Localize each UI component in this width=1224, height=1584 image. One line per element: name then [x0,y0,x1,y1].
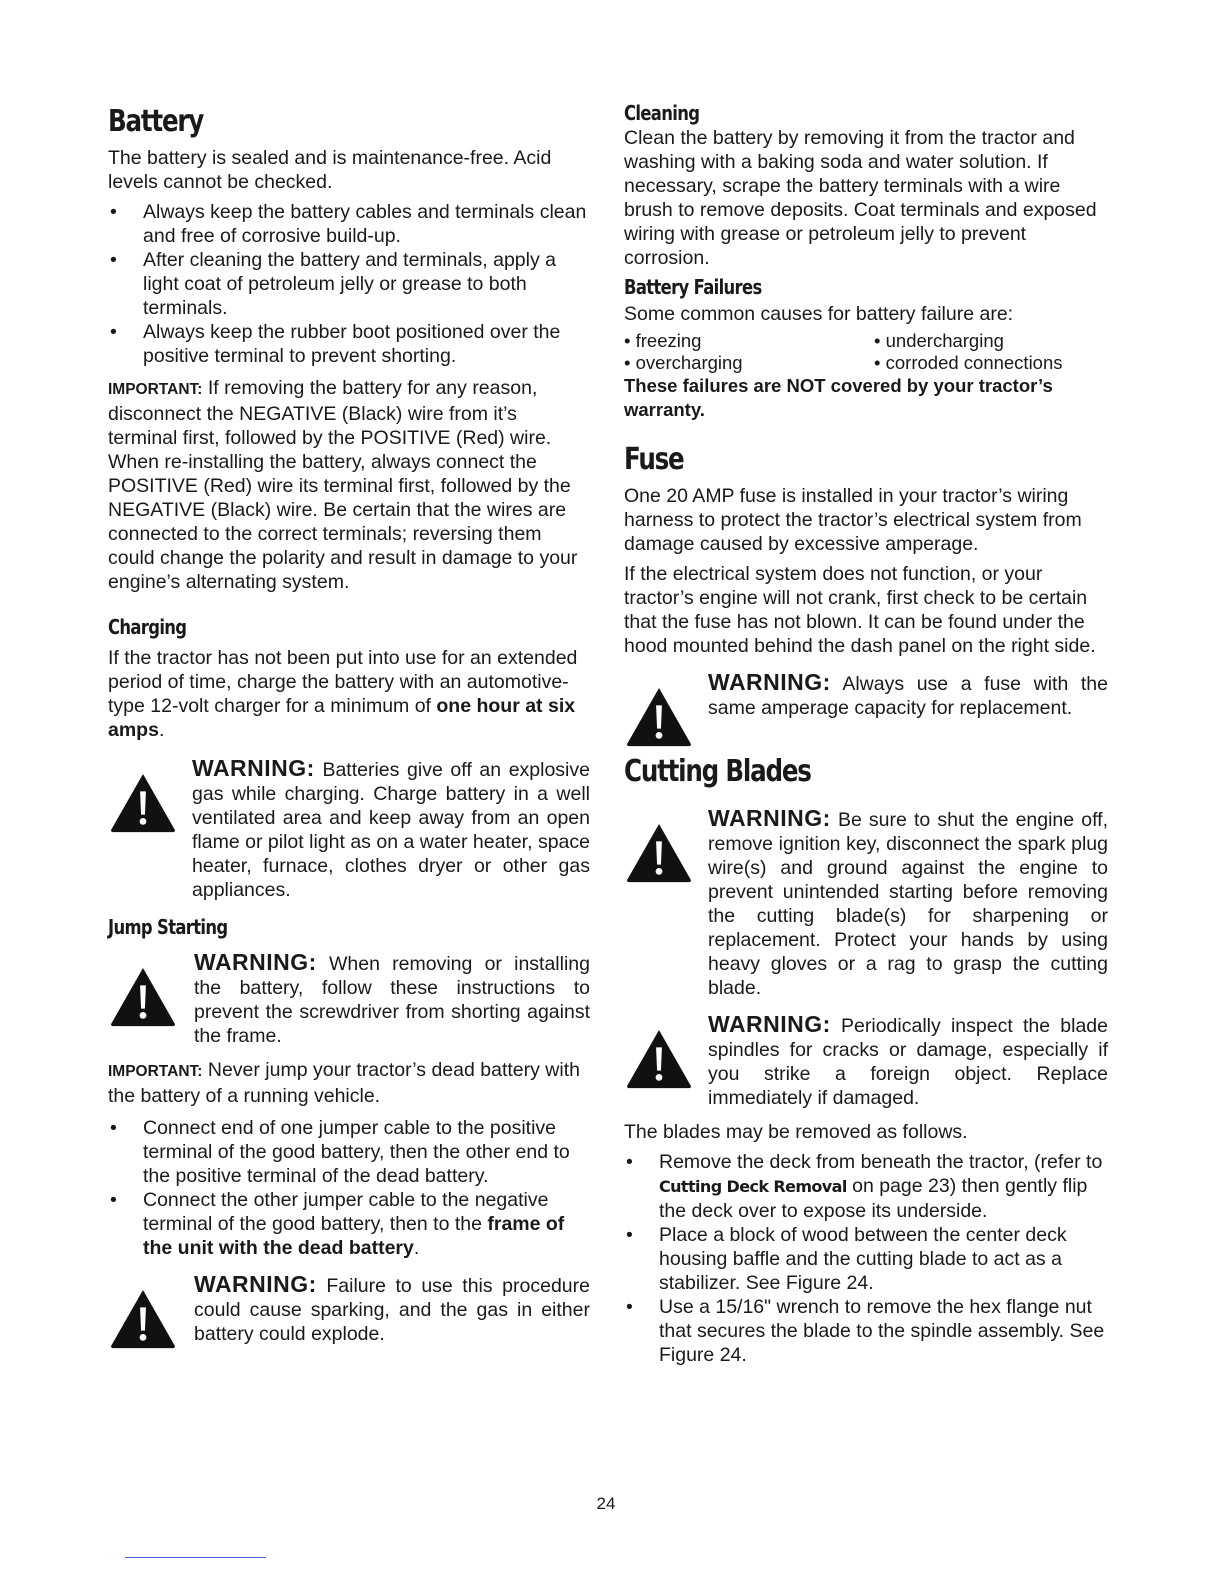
jump-warning-1: WARNING: When removing or installing the battery, follow these instructions to prevent the screwdriver from shorting against the frame. [108,950,590,1048]
warning-triangle-icon [624,686,694,748]
cutting-blades-warning-2: WARNING: Periodically inspect the blade spindles for cracks or damage, especially if you strike a foreign object. Replace immediately if damaged. [624,1012,1108,1110]
list-item: • overcharging [624,352,743,373]
cutting-blades-warning-1: WARNING: Be sure to shut the engine off, remove ignition key, disconnect the spark plug wire(s) and ground against the engine to prevent unintended starting before removing the cutting blade(s) for sharpening or replacement. Protect your hands by using heavy gloves or a rag to grasp the cutting blade. [624,806,1108,1000]
list-item: • Use a 15/16" wrench to remove the hex flange nut that secures the blade to the spindle assembly. See Figure 24. [626,1296,1105,1366]
charging-heading: Charging [108,615,187,639]
page-number: 24 [596,1494,616,1513]
list-item: • Connect the other jumper cable to the negative terminal of the good battery, then to the frame of the unit with the dead battery. [110,1189,565,1259]
jump-important: IMPORTANT: Never jump your tractor’s dead battery with the battery of a running vehicle. [108,1059,580,1107]
fuse-para-2: If the electrical system does not function, or your tractor’s engine will not crank, first check to be certain that the fuse has not blown. It can be found under the hood mounted behind the dash panel on the right side. [624,563,1096,657]
battery-intro: The battery is sealed and is maintenance-free. Acid levels cannot be checked. [108,147,552,193]
warning-triangle-icon [624,1028,694,1090]
list-item: • Connect end of one jumper cable to the positive terminal of the good battery, then the other end to the positive terminal of the dead battery. [110,1117,570,1187]
battery-important: IMPORTANT: If removing the battery for any reason, disconnect the NEGATIVE (Black) wire from it’s terminal first, followed by the POSITIVE (Red) wire. When re-installing the battery, always connect the POSITIVE (Red) wire its terminal first, followed by the NEGATIVE (Black) wire. Be certain that the wires are connected to the correct terminals; reversing them could change the polarity and result in damage to your engine’s alternating system. [108,377,578,593]
jump-bullets [108,1116,590,1260]
list-item: • Remove the deck from beneath the tractor, (refer to Cutting Deck Removal on page 23) then gently flip the deck over to expose its underside. [626,1151,1103,1222]
battery-failures-note: These failures are NOT covered by your tractor’s warranty. [624,375,1053,420]
warning-triangle-icon [108,772,178,834]
warning-triangle-icon [108,966,178,1028]
footer-rule [125,1557,266,1558]
jump-starting-heading: Jump Starting [108,915,228,939]
battery-failures-heading: Battery Failures [624,275,762,299]
left-column [108,96,590,1346]
battery-heading: Battery [108,104,204,139]
list-item: • Always keep the rubber boot positioned over the positive terminal to prevent shorting. [110,321,561,367]
fuse-para-1: One 20 AMP fuse is installed in your tractor’s wiring harness to protect the tractor’s electrical system from damage caused by excessive amperage. [624,485,1082,555]
cleaning-text: Clean the battery by removing it from the tractor and washing with a baking soda and water solution. If necessary, scrape the battery terminals with a wire brush to remove deposits. Coat terminals and exposed wiring with grease or petroleum jelly to prevent corrosion. [624,127,1097,269]
cleaning-heading: Cleaning [624,101,700,125]
fuse-warning: WARNING: Always use a fuse with the same amperage capacity for replacement. [624,670,1108,720]
list-item: • Always keep the battery cables and terminals clean and free of corrosive build-up. [110,201,587,247]
cutting-blades-intro: The blades may be removed as follows. [624,1121,968,1143]
list-item: • freezing [624,330,702,351]
list-item: • undercharging [874,330,1004,351]
battery-failure-causes [624,330,1108,374]
charging-text: If the tractor has not been put into use for an extended period of time, charge the battery with an automotive-type 12-volt charger for a minimum of one hour at six amps. [108,647,578,741]
cross-reference: Cutting Deck Removal [659,1177,847,1196]
warning-triangle-icon [624,822,694,884]
list-item: • After cleaning the battery and terminals, apply a light coat of petroleum jelly or grease to both terminals. [110,249,556,319]
list-item: • corroded connections [874,352,1063,373]
battery-failures-intro: Some common causes for battery failure are: [624,303,1014,325]
battery-bullets [108,200,590,368]
jump-warning-2: WARNING: Failure to use this procedure could cause sparking, and the gas in either battery could explode. [108,1272,590,1346]
warning-triangle-icon [108,1288,178,1350]
cutting-blades-heading: Cutting Blades [624,754,811,789]
cutting-blades-bullets [624,1150,1108,1367]
list-item: • Place a block of wood between the center deck housing baffle and the cutting blade to act as a stabilizer. See Figure 24. [626,1224,1067,1294]
charging-warning: WARNING: Batteries give off an explosive gas while charging. Charge battery in a well ventilated area and keep away from an open flame or pilot light as on a water heater, space heater, furnace, clothes dryer or other gas appliances. [108,756,590,902]
fuse-heading: Fuse [624,442,684,477]
right-column [624,96,1108,1367]
